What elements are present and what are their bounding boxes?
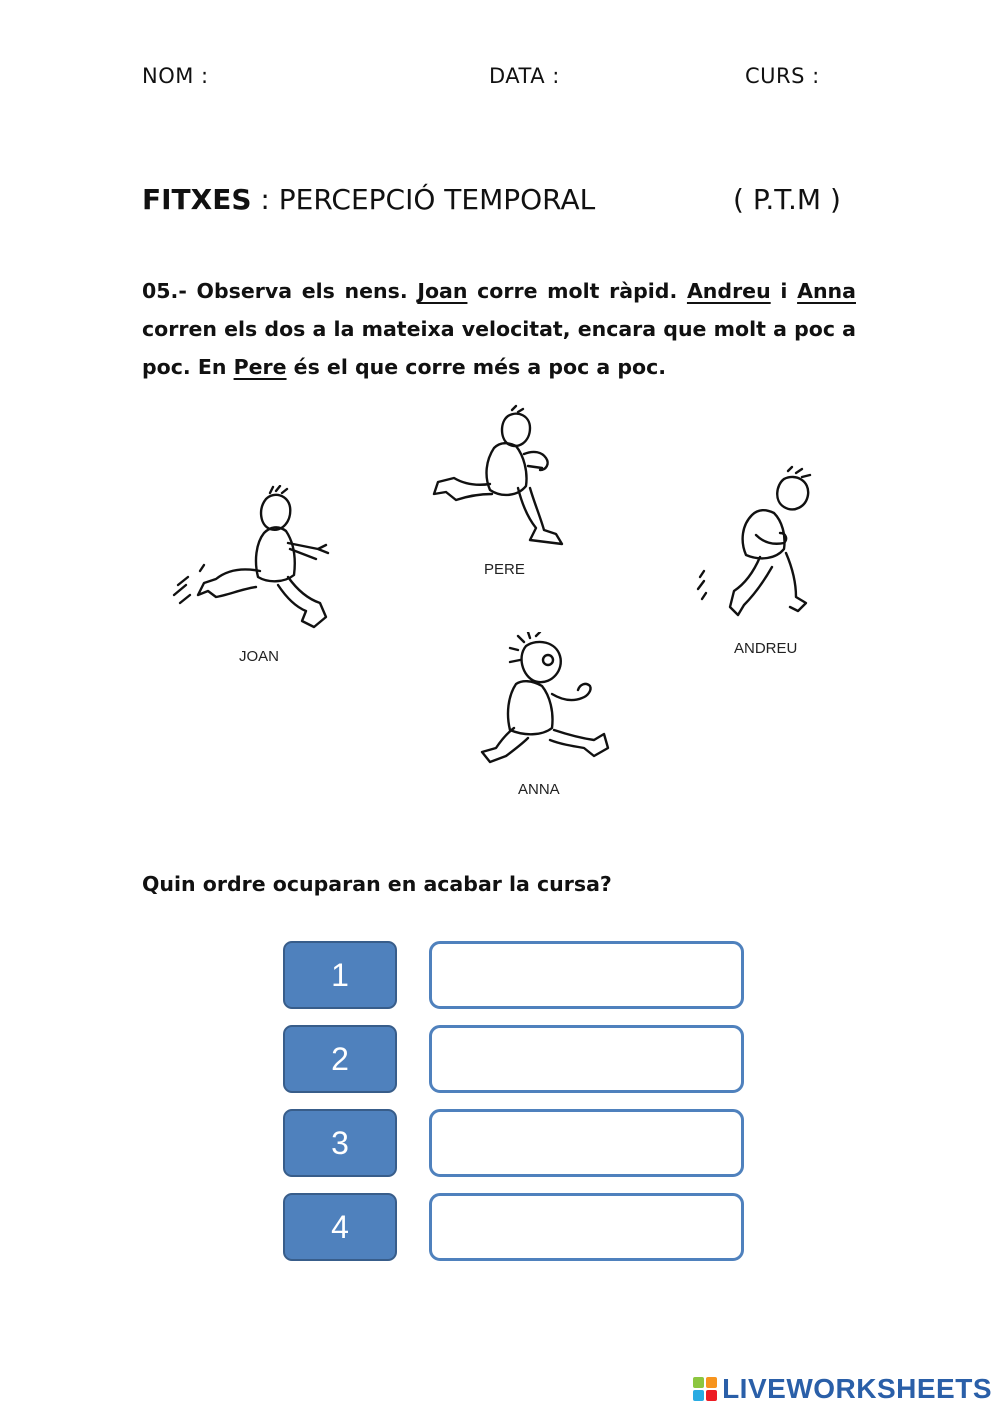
joan-caption: JOAN [239,648,280,665]
rank-4-label: 4 [283,1193,397,1261]
name-label: NOM : [142,64,209,88]
answer-field-3[interactable] [429,1109,744,1177]
name-pere: Pere [233,355,287,379]
anna-figure [476,632,621,772]
rank-1-label: 1 [283,941,397,1009]
title-code: ( P.T.M ) [733,183,841,216]
pere-figure [428,404,573,549]
joan-figure [170,485,345,640]
andreu-figure [688,465,838,630]
answer-field-1[interactable] [429,941,744,1009]
instruction-text: 05.- Observa els nens. Joan corre molt ràpid. Andreu i Anna corren els dos a la mateixa velocitat, encara que molt a poc a poc. En Pere és el que corre més a poc a poc. [142,279,856,379]
course-label: CURS : [745,64,820,88]
name-joan: Joan [417,279,468,303]
andreu-caption: ANDREU [734,640,798,657]
liveworksheets-logo [692,1373,992,1405]
name-andreu: Andreu [686,279,771,303]
anna-caption: ANNA [518,781,560,798]
title-bold: FITXES [142,183,252,216]
answer-field-2[interactable] [429,1025,744,1093]
rank-3-label: 3 [283,1109,397,1177]
liveworksheets-logo-text: LIVEWORKSHEETS [722,1373,992,1404]
date-label: DATA : [489,64,560,88]
pere-caption: PERE [484,561,525,578]
title-rest: : PERCEPCIÓ TEMPORAL [251,183,596,216]
name-anna: Anna [797,279,856,303]
page-title [142,183,595,216]
question-text: Quin ordre ocuparan en acabar la cursa? [142,872,612,896]
answer-field-4[interactable] [429,1193,744,1261]
liveworksheets-logo-icon [692,1376,718,1402]
rank-2-label: 2 [283,1025,397,1093]
